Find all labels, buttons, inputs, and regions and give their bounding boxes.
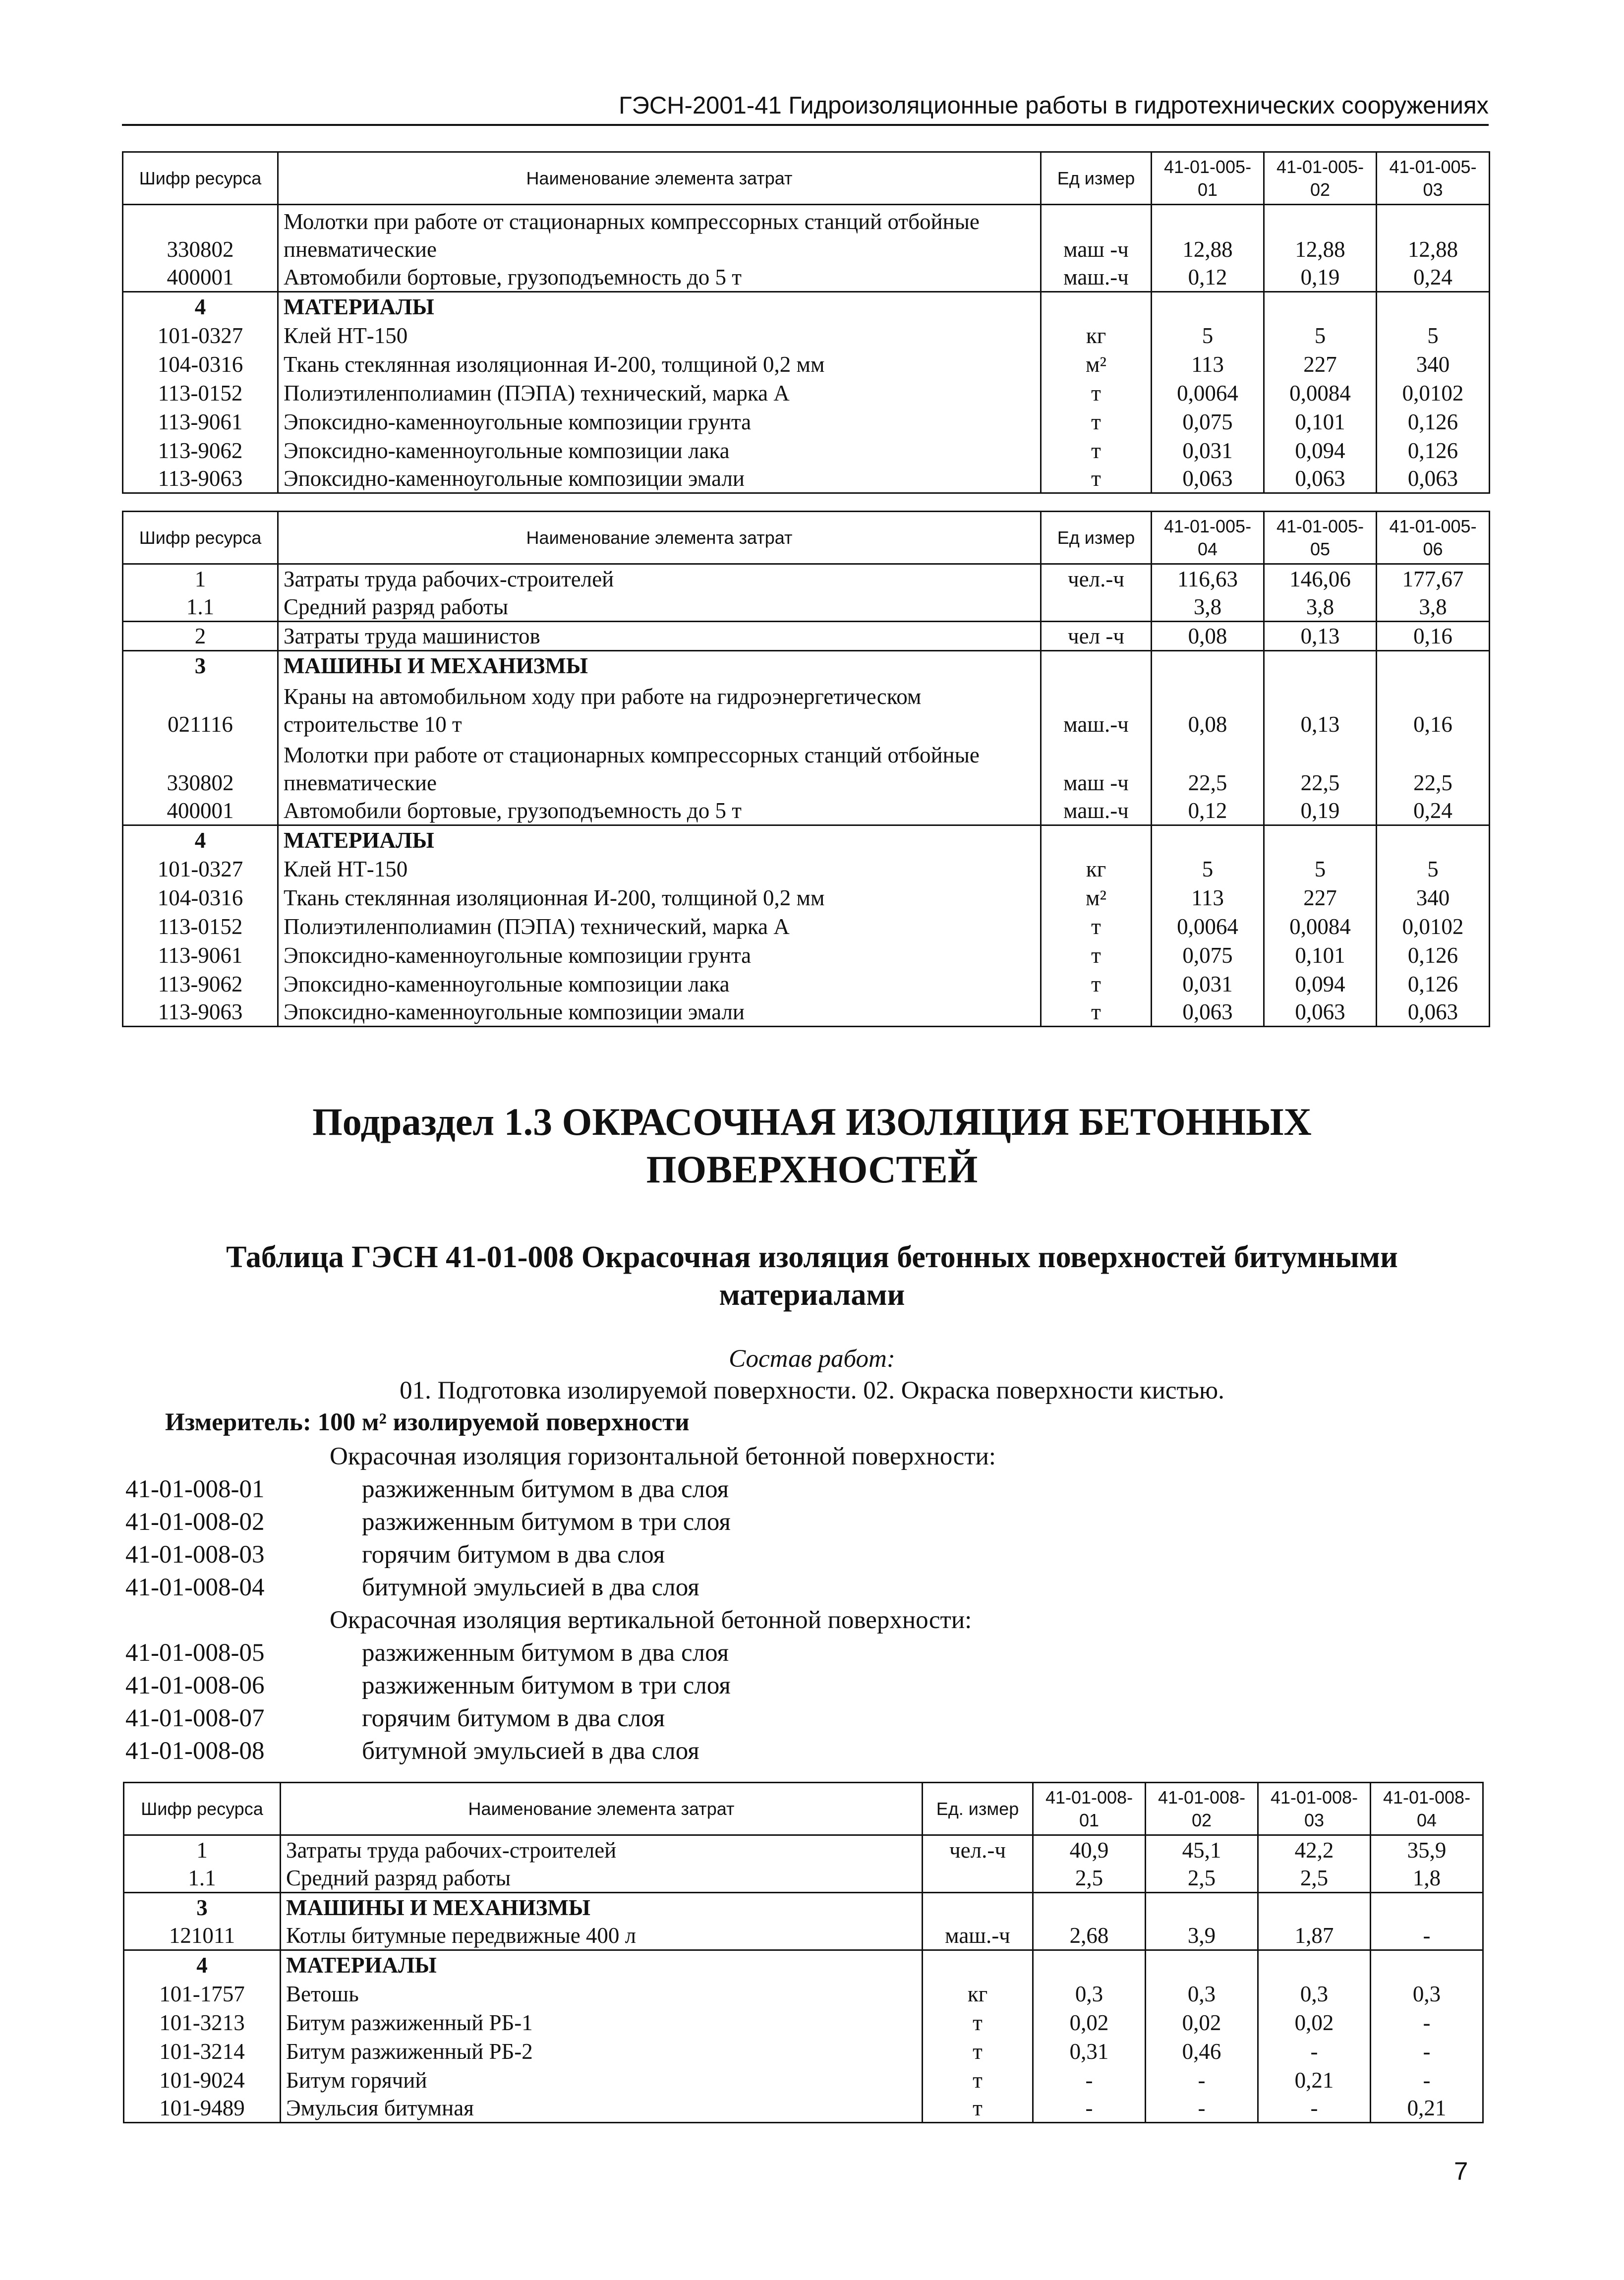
value: 22,5 (1152, 738, 1264, 797)
value: - (1371, 2037, 1483, 2065)
value: 0,08 (1152, 680, 1264, 738)
value: 12,88 (1152, 205, 1264, 263)
measure-label: Измеритель: (165, 1408, 311, 1436)
value: 0,031 (1152, 436, 1264, 465)
resource-code: 101-0327 (123, 854, 278, 883)
cost-element: Молотки при работе от стационарных компрессорных станций отбойные пневматические (278, 205, 1041, 263)
value: 0,08 (1152, 622, 1264, 651)
table-row (123, 912, 1490, 940)
value: 0,3 (1371, 1979, 1483, 2008)
value: 227 (1264, 883, 1377, 912)
value: 116,63 (1152, 564, 1264, 593)
unit: м² (1041, 350, 1152, 378)
unit: маш -ч (1041, 205, 1152, 263)
value: 0,063 (1264, 998, 1377, 1027)
value: 177,67 (1377, 564, 1490, 593)
table-row (123, 940, 1490, 969)
cost-element: Эпоксидно-каменноугольные композиции грунта (278, 407, 1041, 436)
cost-element: Эпоксидно-каменноугольные композиции эмали (278, 998, 1041, 1027)
cost-element: Клей НТ-150 (278, 321, 1041, 350)
unit: т (1041, 940, 1152, 969)
resource-code: 101-1757 (124, 1979, 281, 2008)
cost-element: Ветошь (281, 1979, 923, 2008)
value: 22,5 (1377, 738, 1490, 797)
value: 0,19 (1264, 797, 1377, 825)
table-row (123, 622, 1490, 651)
table-row (123, 465, 1490, 493)
resource-code: 101-9489 (124, 2094, 281, 2123)
cost-element: Средний разряд работы (278, 593, 1041, 622)
value: 5 (1264, 854, 1377, 883)
cost-element: Автомобили бортовые, грузоподъемность до 5 т (278, 797, 1041, 825)
value: 113 (1152, 350, 1264, 378)
value: 113 (1152, 883, 1264, 912)
item-text: битумной эмульсией в два слоя (362, 1737, 699, 1765)
table-row (124, 1864, 1483, 1893)
cost-element: Затраты труда рабочих-строителей (281, 1835, 923, 1864)
table-row (124, 2094, 1483, 2123)
group-heading-horizontal: Окрасочная изоляция горизонтальной бетонной поверхности: (330, 1443, 996, 1470)
header-cell: Шифр ресурса (124, 1783, 281, 1835)
value: 340 (1377, 883, 1490, 912)
resource-code: 400001 (123, 263, 278, 292)
value: - (1146, 2065, 1258, 2094)
resource-code: 101-9024 (124, 2065, 281, 2094)
value: - (1371, 1922, 1483, 1950)
value: 0,16 (1377, 680, 1490, 738)
resource-code: 113-9063 (123, 465, 278, 493)
cost-element: Полиэтиленполиамин (ПЭПА) технический, марка А (278, 912, 1041, 940)
value: 0,46 (1146, 2037, 1258, 2065)
value: 0,24 (1377, 797, 1490, 825)
header-cell: Наименование элемента затрат (281, 1783, 923, 1835)
table-row (123, 436, 1490, 465)
value: 0,063 (1377, 465, 1490, 493)
group-heading-vertical: Окрасочная изоляция вертикальной бетонной поверхности: (330, 1606, 972, 1634)
value: 0,0102 (1377, 378, 1490, 407)
item-text: разжиженным битумом в три слоя (362, 1508, 731, 1536)
unit: чел.-ч (923, 1835, 1033, 1864)
unit: кг (1041, 321, 1152, 350)
value: - (1258, 2094, 1371, 2123)
header-cell: 41-01-005-05 (1264, 512, 1377, 564)
value: 0,063 (1152, 998, 1264, 1027)
subsection-title (0, 1098, 1624, 1193)
cost-element: Средний разряд работы (281, 1864, 923, 1893)
unit: т (1041, 998, 1152, 1027)
resource-code: 113-9061 (123, 407, 278, 436)
resource-code: 400001 (123, 797, 278, 825)
group-row (123, 292, 1490, 321)
table-title (0, 1238, 1624, 1314)
resource-code: 101-3213 (124, 2008, 281, 2037)
value: 0,24 (1377, 263, 1490, 292)
value: 35,9 (1371, 1835, 1483, 1864)
value: - (1146, 2094, 1258, 2123)
value: 0,0084 (1264, 378, 1377, 407)
unit: кг (1041, 854, 1152, 883)
table-row (123, 797, 1490, 825)
resource-code: 1 (124, 1835, 281, 1864)
value: 1,87 (1258, 1922, 1371, 1950)
resource-code: 1 (123, 564, 278, 593)
value: 0,0084 (1264, 912, 1377, 940)
header-cell: 41-01-008-04 (1371, 1783, 1483, 1835)
unit: м² (1041, 883, 1152, 912)
value: 0,075 (1152, 940, 1264, 969)
cost-element: Битум разжиженный РБ-1 (281, 2008, 923, 2037)
item-text: разжиженным битумом в три слоя (362, 1672, 731, 1699)
cost-element: Ткань стеклянная изоляционная И-200, толщиной 0,2 мм (278, 883, 1041, 912)
table-row (123, 593, 1490, 622)
resource-table-005-01-03 (122, 151, 1490, 494)
item-code: 41-01-008-02 (125, 1508, 265, 1536)
group-row (123, 651, 1490, 680)
value: 0,3 (1033, 1979, 1146, 2008)
table-row (123, 321, 1490, 350)
unit: чел -ч (1041, 622, 1152, 651)
value: 0,101 (1264, 407, 1377, 436)
header-cell: Ед. измер (923, 1783, 1033, 1835)
group-title: МАШИНЫ И МЕХАНИЗМЫ (281, 1893, 923, 1922)
subsection-title-line2: ПОВЕРХНОСТЕЙ (646, 1148, 978, 1191)
resource-code: 1.1 (123, 593, 278, 622)
unit: т (1041, 465, 1152, 493)
unit (1041, 593, 1152, 622)
item-text: битумной эмульсией в два слоя (362, 1574, 699, 1601)
value: 0,3 (1146, 1979, 1258, 2008)
value: 0,13 (1264, 622, 1377, 651)
value: 0,0064 (1152, 378, 1264, 407)
cost-element: Полиэтиленполиамин (ПЭПА) технический, марка А (278, 378, 1041, 407)
header-cell: Шифр ресурса (123, 152, 278, 205)
header-cell: 41-01-005-01 (1152, 152, 1264, 205)
measure-value: 100 м² изолируемой поверхности (317, 1408, 690, 1436)
resource-code: 021116 (123, 680, 278, 738)
item-text: разжиженным битумом в два слоя (362, 1639, 729, 1667)
cost-element: Эпоксидно-каменноугольные композиции эмали (278, 465, 1041, 493)
value: 40,9 (1033, 1835, 1146, 1864)
value: 146,06 (1264, 564, 1377, 593)
value: 3,9 (1146, 1922, 1258, 1950)
group-title: МАШИНЫ И МЕХАНИЗМЫ (278, 651, 1041, 680)
resource-code: 330802 (123, 205, 278, 263)
value: 2,68 (1033, 1922, 1146, 1950)
unit: маш.-ч (923, 1922, 1033, 1950)
item-code: 41-01-008-03 (125, 1541, 265, 1569)
group-row (123, 825, 1490, 854)
group-title: МАТЕРИАЛЫ (278, 292, 1041, 321)
value: 5 (1152, 321, 1264, 350)
header-cell: Ед измер (1041, 512, 1152, 564)
value: 0,0102 (1377, 912, 1490, 940)
resource-table-008 (123, 1782, 1484, 2123)
value: 0,126 (1377, 969, 1490, 998)
value: 5 (1377, 321, 1490, 350)
value: 0,0064 (1152, 912, 1264, 940)
value: 3,8 (1264, 593, 1377, 622)
table-title-line2: материалами (719, 1278, 905, 1312)
value: 0,13 (1264, 680, 1377, 738)
cost-element: Затраты труда машинистов (278, 622, 1041, 651)
unit: т (923, 2065, 1033, 2094)
header-cell: 41-01-005-03 (1377, 152, 1490, 205)
resource-code: 104-0316 (123, 883, 278, 912)
table-row (123, 969, 1490, 998)
unit: т (923, 2008, 1033, 2037)
cost-element: Эмульсия битумная (281, 2094, 923, 2123)
value: 0,19 (1264, 263, 1377, 292)
cost-element: Краны на автомобильном ходу при работе на гидроэнергетическом строительстве 10 т (278, 680, 1041, 738)
value: 0,16 (1377, 622, 1490, 651)
value: 0,126 (1377, 407, 1490, 436)
header-cell: Наименование элемента затрат (278, 512, 1041, 564)
work-composition-text: 01. Подготовка изолируемой поверхности. 02. Окраска поверхности кистью. (400, 1377, 1224, 1404)
item-code: 41-01-008-01 (125, 1475, 265, 1503)
value: 340 (1377, 350, 1490, 378)
group-code: 3 (124, 1893, 281, 1922)
item-code: 41-01-008-06 (125, 1672, 265, 1699)
value: 0,063 (1377, 998, 1490, 1027)
cost-element: Эпоксидно-каменноугольные композиции грунта (278, 940, 1041, 969)
value: 2,5 (1258, 1864, 1371, 1893)
unit: маш -ч (1041, 738, 1152, 797)
value: 0,02 (1258, 2008, 1371, 2037)
resource-code: 113-9063 (123, 998, 278, 1027)
value: 0,21 (1258, 2065, 1371, 2094)
unit: т (923, 2037, 1033, 2065)
work-composition-title: Состав работ: (729, 1345, 895, 1373)
table-row (123, 378, 1490, 407)
unit (923, 1864, 1033, 1893)
page-number: 7 (1454, 2157, 1468, 2185)
group-code: 4 (123, 825, 278, 854)
value: 12,88 (1377, 205, 1490, 263)
unit: т (923, 2094, 1033, 2123)
table-row (123, 407, 1490, 436)
value: 0,12 (1152, 797, 1264, 825)
value: 0,3 (1258, 1979, 1371, 2008)
value: 0,21 (1371, 2094, 1483, 2123)
value: - (1371, 2065, 1483, 2094)
value: 0,126 (1377, 940, 1490, 969)
cost-element: Молотки при работе от стационарных компрессорных станций отбойные пневматические (278, 738, 1041, 797)
value: 5 (1377, 854, 1490, 883)
unit: т (1041, 436, 1152, 465)
value: 45,1 (1146, 1835, 1258, 1864)
table-row (124, 1979, 1483, 2008)
value: 3,8 (1377, 593, 1490, 622)
value: 0,12 (1152, 263, 1264, 292)
table-row (123, 680, 1490, 738)
table-title-line1: Таблица ГЭСН 41-01-008 Окрасочная изоляция бетонных поверхностей битумными (226, 1240, 1398, 1274)
value: 0,31 (1033, 2037, 1146, 2065)
value: 0,094 (1264, 969, 1377, 998)
resource-code: 121011 (124, 1922, 281, 1950)
value: 227 (1264, 350, 1377, 378)
table-row (124, 2037, 1483, 2065)
header-cell: Наименование элемента затрат (278, 152, 1041, 205)
value: - (1033, 2094, 1146, 2123)
resource-code: 1.1 (124, 1864, 281, 1893)
table-row (124, 2008, 1483, 2037)
value: 0,02 (1033, 2008, 1146, 2037)
header-rule (122, 124, 1489, 126)
value: 0,075 (1152, 407, 1264, 436)
resource-code: 2 (123, 622, 278, 651)
cost-element: Автомобили бортовые, грузоподъемность до 5 т (278, 263, 1041, 292)
value: 3,8 (1152, 593, 1264, 622)
cost-element: Клей НТ-150 (278, 854, 1041, 883)
header-cell: 41-01-008-03 (1258, 1783, 1371, 1835)
cost-element: Битум горячий (281, 2065, 923, 2094)
value: 0,094 (1264, 436, 1377, 465)
group-code: 3 (123, 651, 278, 680)
unit: т (1041, 969, 1152, 998)
header-cell: 41-01-005-02 (1264, 152, 1377, 205)
item-text: горячим битумом в два слоя (362, 1704, 665, 1732)
resource-code: 113-9062 (123, 436, 278, 465)
value: 22,5 (1264, 738, 1377, 797)
table-row (124, 2065, 1483, 2094)
value: 42,2 (1258, 1835, 1371, 1864)
value: 0,101 (1264, 940, 1377, 969)
cost-element: Эпоксидно-каменноугольные композиции лака (278, 436, 1041, 465)
header-cell: 41-01-008-02 (1146, 1783, 1258, 1835)
value: 12,88 (1264, 205, 1377, 263)
item-code: 41-01-008-07 (125, 1704, 265, 1732)
table-row (123, 738, 1490, 797)
header-cell: 41-01-005-04 (1152, 512, 1264, 564)
value: 5 (1152, 854, 1264, 883)
table-row (123, 998, 1490, 1027)
group-code: 4 (124, 1950, 281, 1979)
value: 0,02 (1146, 2008, 1258, 2037)
resource-code: 104-0316 (123, 350, 278, 378)
table-row (124, 1922, 1483, 1950)
group-title: МАТЕРИАЛЫ (281, 1950, 923, 1979)
table-row (123, 263, 1490, 292)
resource-table-005-04-06 (122, 511, 1490, 1027)
header-cell: 41-01-008-01 (1033, 1783, 1146, 1835)
value: 5 (1264, 321, 1377, 350)
resource-code: 330802 (123, 738, 278, 797)
group-title: МАТЕРИАЛЫ (278, 825, 1041, 854)
value: 0,126 (1377, 436, 1490, 465)
resource-code: 113-0152 (123, 378, 278, 407)
table-row (123, 350, 1490, 378)
cost-element: Котлы битумные передвижные 400 л (281, 1922, 923, 1950)
item-code: 41-01-008-08 (125, 1737, 265, 1765)
group-row (124, 1893, 1483, 1922)
unit: чел.-ч (1041, 564, 1152, 593)
group-row (124, 1950, 1483, 1979)
table-row (123, 205, 1490, 263)
item-code: 41-01-008-05 (125, 1639, 265, 1667)
item-text: разжиженным битумом в два слоя (362, 1475, 729, 1503)
table-row (123, 854, 1490, 883)
unit: т (1041, 407, 1152, 436)
measure-line (165, 1408, 690, 1437)
item-code: 41-01-008-04 (125, 1574, 265, 1601)
resource-code: 113-0152 (123, 912, 278, 940)
cost-element: Эпоксидно-каменноугольные композиции лака (278, 969, 1041, 998)
value: 0,063 (1264, 465, 1377, 493)
value: - (1371, 2008, 1483, 2037)
item-text: горячим битумом в два слоя (362, 1541, 665, 1569)
value: 1,8 (1371, 1864, 1483, 1893)
subsection-title-line1: Подраздел 1.3 ОКРАСОЧНАЯ ИЗОЛЯЦИЯ БЕТОННЫХ (312, 1100, 1312, 1143)
table-row (123, 564, 1490, 593)
header-cell: 41-01-005-06 (1377, 512, 1490, 564)
unit: маш.-ч (1041, 680, 1152, 738)
resource-code: 101-3214 (124, 2037, 281, 2065)
unit: т (1041, 378, 1152, 407)
page-header: ГЭСН-2001-41 Гидроизоляционные работы в гидротехнических сооружениях (619, 92, 1489, 119)
header-cell: Шифр ресурса (123, 512, 278, 564)
value: 2,5 (1146, 1864, 1258, 1893)
cost-element: Затраты труда рабочих-строителей (278, 564, 1041, 593)
header-cell: Ед измер (1041, 152, 1152, 205)
unit: т (1041, 912, 1152, 940)
unit: маш.-ч (1041, 263, 1152, 292)
unit: кг (923, 1979, 1033, 2008)
cost-element: Ткань стеклянная изоляционная И-200, толщиной 0,2 мм (278, 350, 1041, 378)
table-row (124, 1835, 1483, 1864)
value: 0,063 (1152, 465, 1264, 493)
value: - (1258, 2037, 1371, 2065)
table-row (123, 883, 1490, 912)
group-code: 4 (123, 292, 278, 321)
resource-code: 113-9062 (123, 969, 278, 998)
value: - (1033, 2065, 1146, 2094)
resource-code: 113-9061 (123, 940, 278, 969)
resource-code: 101-0327 (123, 321, 278, 350)
value: 2,5 (1033, 1864, 1146, 1893)
value: 0,031 (1152, 969, 1264, 998)
cost-element: Битум разжиженный РБ-2 (281, 2037, 923, 2065)
unit: маш.-ч (1041, 797, 1152, 825)
